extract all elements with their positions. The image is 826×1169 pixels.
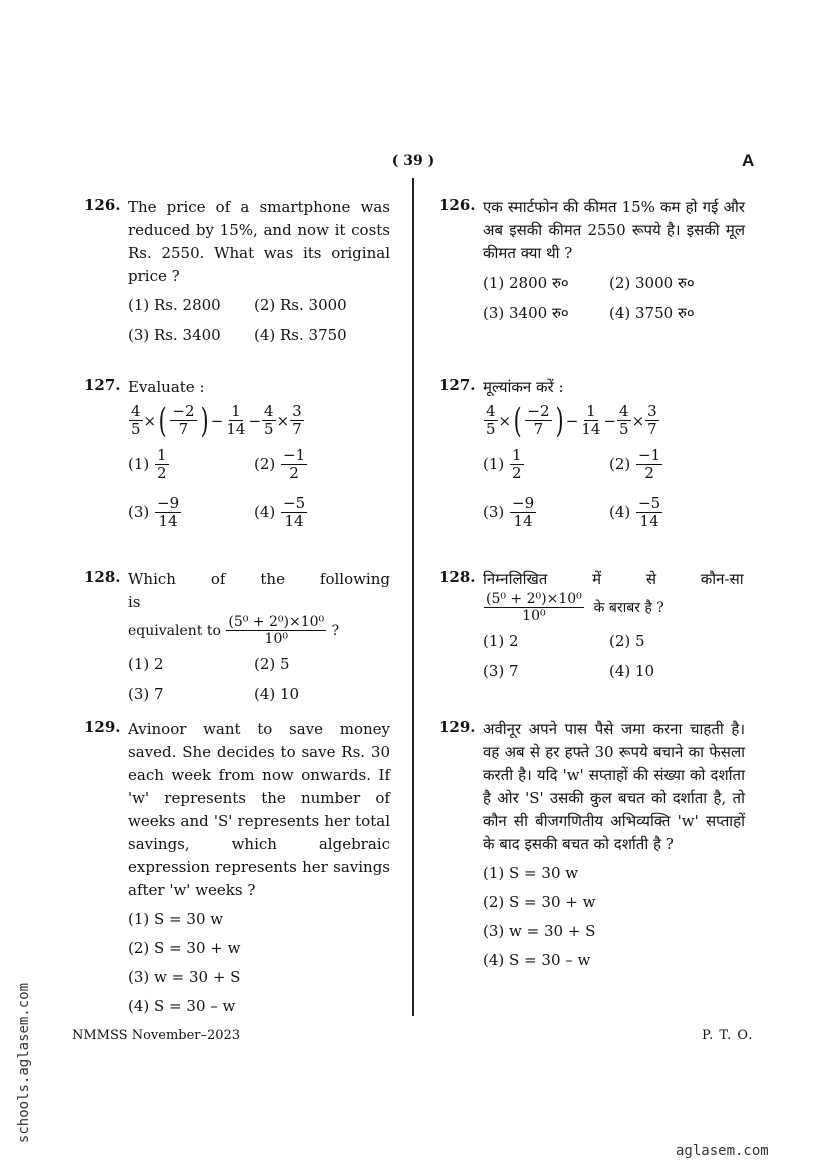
question-number: 129. <box>84 718 121 736</box>
option-3: (3) Rs. 3400 <box>128 326 221 344</box>
expression: $\frac{4}{5}$ × ( $\frac{-2}{7}$ ) − $\frac{1}{14}$ − $\frac{4}{5}$ × $\frac{3}{7}$ <box>131 400 302 441</box>
question-text: Which of the following is <box>128 570 390 611</box>
question-number: 128. <box>84 568 121 586</box>
question-number: 129. <box>439 718 476 736</box>
option-3: (3) w = 30 + S <box>128 968 241 986</box>
fraction: $\frac{3}{7}$ <box>292 402 302 439</box>
question-127-hi <box>439 376 745 547</box>
options <box>483 632 745 692</box>
watermark-side: schools.aglasem.com <box>16 982 32 1144</box>
question-number: 127. <box>439 376 476 394</box>
question-text: एक स्मार्टफोन की कीमत 15% कम हो गई और अब इसकी कीमत 2550 रूपये है। इसकी मूल कीमत क्या थी ? <box>483 198 745 262</box>
option-3: (3) w = 30 + S <box>483 922 596 940</box>
fraction: $\frac{4}{5}$ <box>131 402 141 439</box>
question-text: निम्नलिखित में से कौन-सा <box>483 570 744 588</box>
fraction: $\frac{-2}{7}$ <box>527 402 550 439</box>
question-127-en <box>84 376 390 547</box>
option-4: (4) 10 <box>609 662 655 681</box>
option-4: (4) 10 <box>254 685 300 704</box>
fraction: $\frac{1}{14}$ <box>581 402 601 439</box>
options <box>128 296 390 356</box>
option-1: (1) Rs. 2800 <box>128 296 221 314</box>
option-2: (2) Rs. 3000 <box>254 296 347 314</box>
option-2: (2) 3000 रु० <box>609 274 695 292</box>
option-1: (1) $\frac{1}{2}$ <box>483 445 522 482</box>
option-1: (1) 2800 रु० <box>483 274 569 292</box>
column-divider <box>412 178 414 1016</box>
question-text: Evaluate : <box>128 378 205 396</box>
option-4: (4) S = 30 – w <box>483 951 591 969</box>
question-text-line2: equivalent to $\frac{\text{(5⁰ + 2⁰)×10⁰}}{\text{10⁰}}$ ? <box>128 614 340 648</box>
question-text: अवीनूर अपने पास पैसे जमा करना चाहती है। वह अब से हर हफ्ते 30 रूपये बचाने का फेसला करती है। यदि 'w' सप्ताहों की संख्या को दर्शाता है ओर 'S' उसकी कुल बचत को दर्शाता है, तो कौन सी बीजगणितीय अभिव्यक्ति 'w' सप्ताहों के बाद इसकी बचत को दर्शाती है ? <box>483 720 745 853</box>
footer-pto: P. T. O. <box>702 1028 754 1043</box>
fraction: $\frac{4}{5}$ <box>264 402 274 439</box>
option-4: (4) $\frac{-5}{14}$ <box>254 493 306 530</box>
fraction: $\frac{\text{(5⁰ + 2⁰)×10⁰}}{\text{10⁰}}$ <box>486 591 582 625</box>
question-text: मूल्यांकन करें : <box>483 378 564 396</box>
question-number: 127. <box>84 376 121 394</box>
question-126-en <box>84 196 390 356</box>
options <box>128 655 390 715</box>
option-1: (1) $\frac{1}{2}$ <box>128 445 167 482</box>
question-number: 128. <box>439 568 476 586</box>
question-128-hi <box>439 568 745 692</box>
question-129-hi <box>439 718 745 980</box>
options <box>483 864 745 980</box>
option-2: (2) S = 30 + w <box>128 939 241 957</box>
page-number: ( 39 ) <box>391 153 435 169</box>
question-number: 126. <box>84 196 121 214</box>
option-2: (2) 5 <box>254 655 290 674</box>
option-2: (2) $\frac{-1}{2}$ <box>609 445 661 482</box>
option-2: (2) S = 30 + w <box>483 893 596 911</box>
option-2: (2) $\frac{-1}{2}$ <box>254 445 306 482</box>
options <box>483 447 745 547</box>
fraction: $\frac{\text{(5⁰ + 2⁰)×10⁰}}{\text{10⁰}}$ <box>228 614 325 648</box>
set-code: A <box>742 151 755 170</box>
fraction: $\frac{1}{14}$ <box>226 402 246 439</box>
expression: $\frac{4}{5}$ × ( $\frac{-2}{7}$ ) − $\frac{1}{14}$ − $\frac{4}{5}$ × $\frac{3}{7}$ <box>486 400 657 441</box>
fraction: $\frac{-2}{7}$ <box>172 402 195 439</box>
option-3: (3) 7 <box>128 685 164 704</box>
option-3: (3) $\frac{-9}{14}$ <box>483 493 535 530</box>
option-1: (1) 2 <box>483 632 519 651</box>
question-text: The price of a smartphone was reduced by 15%, and now it costs Rs. 2550. What was its original price ? <box>128 198 390 285</box>
option-4: (4) $\frac{-5}{14}$ <box>609 493 661 530</box>
question-129-en <box>84 718 390 1026</box>
footer-exam-name: NMMSS November–2023 <box>72 1028 241 1043</box>
option-1: (1) 2 <box>128 655 164 674</box>
option-3: (3) 7 <box>483 662 519 681</box>
options <box>128 910 390 1026</box>
option-4: (4) S = 30 – w <box>128 997 236 1015</box>
option-4: (4) 3750 रु० <box>609 304 695 322</box>
option-1: (1) S = 30 w <box>483 864 579 882</box>
question-text: Avinoor want to save money saved. She decides to save Rs. 30 each week from now onwards. If 'w' represents the number of weeks and 'S' represents her total savings, which algebraic expression represents her savings after 'w' weeks ? <box>128 720 390 899</box>
option-2: (2) 5 <box>609 632 645 651</box>
question-126-hi <box>439 196 745 333</box>
question-text-line2: $\frac{\text{(5⁰ + 2⁰)×10⁰}}{\text{10⁰}}$ के बराबर है ? <box>486 591 664 625</box>
fraction: $\frac{4}{5}$ <box>486 402 496 439</box>
option-4: (4) Rs. 3750 <box>254 326 347 344</box>
question-number: 126. <box>439 196 476 214</box>
option-3: (3) $\frac{-9}{14}$ <box>128 493 180 530</box>
options <box>128 447 390 547</box>
options <box>483 273 745 333</box>
fraction: $\frac{3}{7}$ <box>647 402 657 439</box>
question-128-en <box>84 568 390 715</box>
watermark-bottom: aglasem.com <box>676 1143 769 1159</box>
option-3: (3) 3400 रु० <box>483 304 569 322</box>
option-1: (1) S = 30 w <box>128 910 224 928</box>
fraction: $\frac{4}{5}$ <box>619 402 629 439</box>
